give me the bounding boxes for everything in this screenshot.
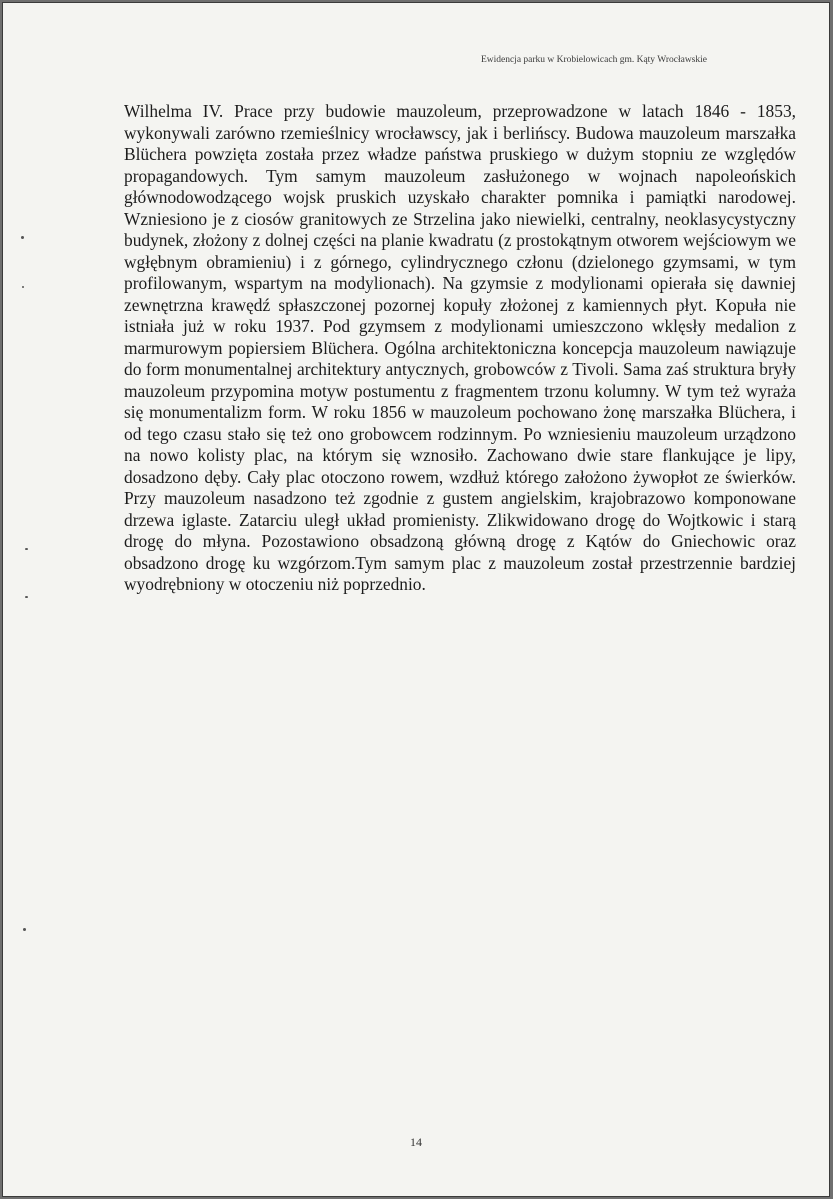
scan-speck (23, 928, 26, 931)
document-page (2, 2, 830, 1197)
running-header: Ewidencja parku w Krobielowicach gm. Kąty Wrocławskie (480, 55, 707, 65)
scan-speck (21, 236, 24, 239)
scan-speck (25, 548, 28, 550)
page-number: 14 (410, 1135, 422, 1149)
body-paragraph: Wilhelma IV. Prace przy budowie mauzoleum, przeprowadzone w latach 1846 - 1853, wykonywali zarówno rzemieślnicy wrocławscy, jak i berlińscy. Budowa mauzoleum marszałka Blüchera powzięta została przez władze państwa pruskiego w dużym stopniu ze względów propagandowych. Tym samym mauzoleum zasłużonego w wojnach napoleońskich głównodowodzącego wojsk pruskich uzyskało charakter pomnika i pamiątki narodowej. Wzniesiono je z ciosów granitowych ze Strzelina jako niewielki, centralny, neoklasycystyczny budynek, złożony z dolnej części na planie kwadratu (z prostokątnym otworem wejściowym we wgłębnym obramieniu) i z górnego, cylindrycznego członu (dzielonego gzymsami, w tym profilowanym, wspartym na modylionach). Na gzymsie z modylionami opierała się dawniej zewnętrzna krawędź spłaszczonej pozornej kopuły złożonej z kamiennych płyt. Kopuła nie istniała już w roku 1937. Pod gzymsem z modylionami umieszczono wklęsły medalion z marmurowym popiersiem Blüchera. Ogólna architektoniczna koncepcja mauzoleum nawiązuje do form monumentalnej architektury antycznych, grobowców z Tivoli. Sama zaś struktura bryły mauzoleum przypomina motyw postumentu z fragmentem trzonu kolumny. W tym też wyraża się monumentalizm form. W roku 1856 w mauzoleum pochowano żonę marszałka Blüchera, i od tego czasu stało się też ono grobowcem rodzinnym. Po wzniesieniu mauzoleum urządzono na nowo kolisty plac, na którym się wznosiło. Zachowano dwie stare flankujące je lipy, dosadzono dęby. Cały plac otoczono rowem, wzdłuż którego założono żywopłot ze świerków. Przy mauzoleum nasadzono też zgodnie z gustem angielskim, krajobrazowo komponowane drzewa iglaste. Zatarciu uległ układ promienisty. Zlikwidowano drogę do Wojtkowic i starą drogę do młyna. Pozostawiono obsadzoną główną drogę z Kątów do Gniechowic oraz obsadzono drogę ku wzgórzom.Tym samym plac z mauzoleum został przestrzennie bardziej wyodrębniony w otoczeniu niż poprzednio. (124, 101, 796, 594)
scan-speck (22, 286, 24, 288)
scan-speck (25, 596, 28, 598)
